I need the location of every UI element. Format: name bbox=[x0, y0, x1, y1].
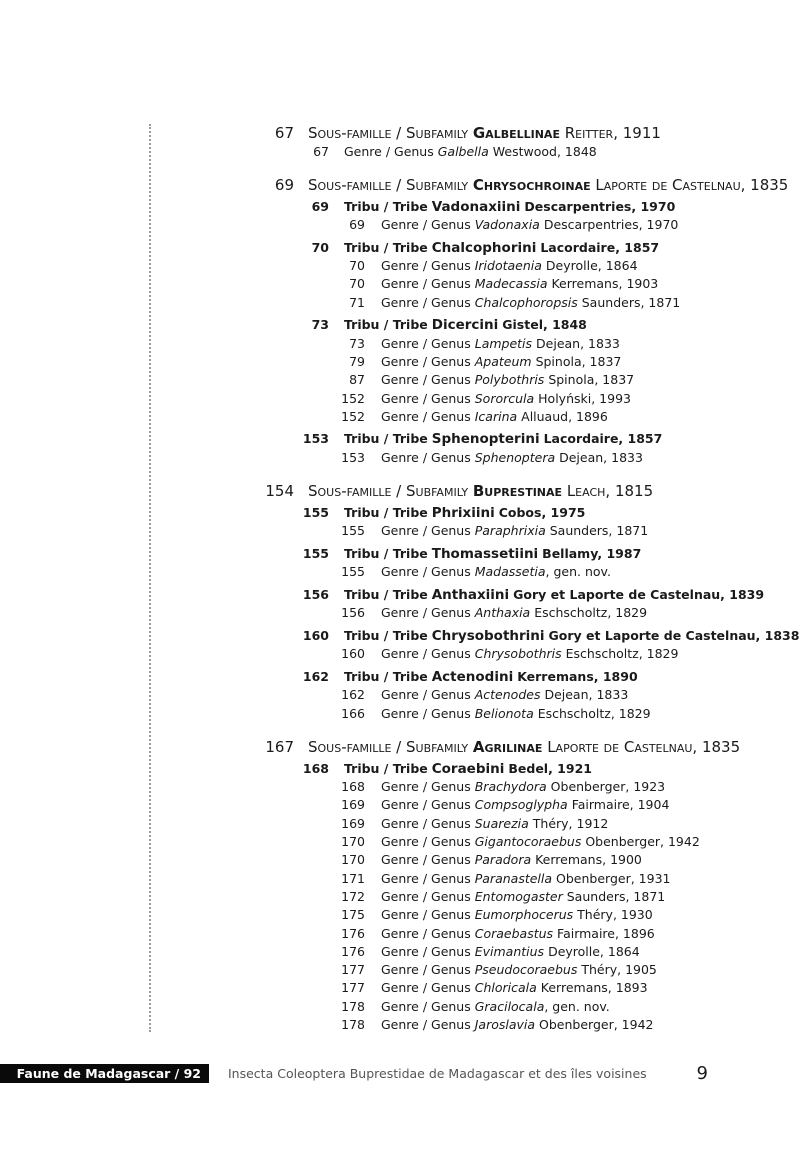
entry-page-number: 152 bbox=[341, 408, 365, 424]
entry-page-number: 178 bbox=[341, 998, 365, 1014]
taxon-name: Galbella bbox=[437, 143, 489, 159]
taxon-authority: Descarpentries, 1970 bbox=[543, 217, 679, 232]
entry-text bbox=[344, 667, 638, 687]
entry-page-number: 69 bbox=[274, 175, 294, 194]
taxon-authority: Kerremans, 1893 bbox=[540, 980, 648, 996]
taxon-name: Brachydora bbox=[474, 779, 547, 795]
rank-label: Tribu / Tribe bbox=[344, 431, 428, 447]
taxon-name: Vadonaxia bbox=[474, 217, 540, 232]
taxon-name: Lampetis bbox=[474, 335, 533, 351]
taxon-name: Gracilocala bbox=[474, 998, 545, 1014]
rank-label: Genre / Genus bbox=[381, 815, 471, 831]
dotted-margin-rule bbox=[149, 124, 151, 1032]
rank-label: Genre / Genus bbox=[381, 980, 471, 996]
taxon-name: Polybothris bbox=[474, 372, 545, 388]
taxon-authority: Obenberger, 1942 bbox=[585, 834, 700, 849]
rank-label: Genre / Genus bbox=[381, 834, 471, 849]
taxon-name: Madecassia bbox=[474, 276, 548, 292]
entry-page-number: 176 bbox=[341, 925, 365, 941]
taxon-name: Chrysobothris bbox=[474, 646, 562, 662]
entry-page-number: 70 bbox=[349, 258, 365, 273]
taxon-name: Actenodes bbox=[474, 687, 541, 703]
entry-text bbox=[381, 389, 631, 409]
entry-page-number: 67 bbox=[274, 124, 294, 142]
rank-label: Genre / Genus bbox=[381, 408, 471, 424]
entry-page-number: 154 bbox=[265, 481, 294, 500]
entry-page-number: 155 bbox=[302, 504, 329, 520]
rank-label: Genre / Genus bbox=[381, 779, 471, 795]
taxon-authority: Obenberger, 1923 bbox=[550, 779, 666, 795]
taxon-name: Iridotaenia bbox=[474, 258, 542, 273]
footer-series-label: Faune de Madagascar / 92 bbox=[0, 1064, 209, 1083]
entry-page-number: 172 bbox=[341, 888, 365, 904]
entry-page-number: 153 bbox=[341, 449, 365, 465]
taxon-name: Jaroslavia bbox=[474, 1017, 536, 1032]
taxon-name: Chalcophoropsis bbox=[474, 294, 578, 310]
taxon-authority: Lacordaire, 1857 bbox=[543, 431, 663, 447]
taxon-authority: Cobos, 1975 bbox=[498, 504, 586, 520]
taxon-name: Eumorphocerus bbox=[474, 907, 574, 923]
taxon-authority: Gory et Laporte de Castelnau, 1838 bbox=[548, 627, 800, 643]
taxon-authority: Gistel, 1848 bbox=[502, 317, 587, 333]
taxon-name: Apateum bbox=[474, 353, 532, 369]
taxon-authority: Spinola, 1837 bbox=[548, 372, 635, 388]
taxon-name: Paraphrixia bbox=[474, 523, 546, 539]
taxon-name: Suarezia bbox=[474, 815, 529, 831]
taxon-authority: Saunders, 1871 bbox=[566, 888, 666, 904]
taxon-authority: Reitter, 1911 bbox=[564, 124, 661, 142]
entry-text bbox=[381, 521, 648, 541]
taxon-authority: Eschscholtz, 1829 bbox=[537, 705, 651, 721]
entry-page-number: 162 bbox=[341, 687, 365, 703]
entry-page-number: 156 bbox=[302, 586, 329, 602]
taxon-name: Coraebastus bbox=[474, 925, 554, 941]
entry-text bbox=[344, 626, 799, 646]
entry-page-number: 167 bbox=[265, 737, 294, 756]
rank-label: Genre / Genus bbox=[381, 372, 471, 388]
taxon-authority: Dejean, 1833 bbox=[559, 449, 643, 465]
taxon-name: Madassetia bbox=[474, 564, 546, 580]
entry-page-number: 160 bbox=[302, 627, 329, 643]
taxon-name: Icarina bbox=[474, 408, 518, 424]
entry-text bbox=[381, 1015, 653, 1035]
taxon-authority: Bedel, 1921 bbox=[508, 760, 592, 776]
entry-text bbox=[381, 997, 610, 1017]
taxon-name: Sphenopterini bbox=[431, 431, 540, 448]
entry-text bbox=[381, 293, 680, 313]
rank-label: Genre / Genus bbox=[381, 217, 471, 232]
rank-label: Tribu / Tribe bbox=[344, 198, 428, 214]
taxon-authority: Leach, 1815 bbox=[566, 481, 654, 500]
rank-label: Genre / Genus bbox=[381, 852, 471, 868]
taxon-name: Paradora bbox=[474, 852, 532, 868]
rank-label: Tribu / Tribe bbox=[344, 668, 428, 684]
entry-text bbox=[344, 197, 675, 217]
rank-label: Sous-famille / Subfamily bbox=[308, 737, 469, 756]
taxon-authority: Lacordaire, 1857 bbox=[540, 239, 660, 255]
entry-text bbox=[381, 352, 621, 372]
rank-label: Genre / Genus bbox=[381, 605, 471, 621]
rank-label: Genre / Genus bbox=[381, 998, 471, 1014]
entry-text bbox=[381, 215, 678, 235]
rank-label: Genre / Genus bbox=[381, 687, 471, 703]
taxon-name: Galbellinae bbox=[472, 124, 560, 142]
entry-text bbox=[381, 777, 665, 797]
taxon-authority: Dejean, 1833 bbox=[536, 335, 620, 351]
taxon-name: Agrilinae bbox=[472, 737, 543, 756]
taxon-authority: Kerremans, 1900 bbox=[535, 852, 642, 868]
entry-text bbox=[308, 123, 661, 143]
entry-page-number: 69 bbox=[311, 198, 329, 214]
taxon-authority: Eschscholtz, 1829 bbox=[534, 605, 648, 621]
taxon-name: Phrixiini bbox=[431, 504, 495, 521]
rank-label: Genre / Genus bbox=[381, 564, 471, 580]
entry-page-number: 155 bbox=[341, 523, 365, 539]
taxon-name: Entomogaster bbox=[474, 888, 563, 904]
entry-page-number: 87 bbox=[349, 372, 365, 388]
taxon-name: Sphenoptera bbox=[474, 449, 556, 465]
entry-text bbox=[381, 685, 628, 705]
entry-page-number: 67 bbox=[313, 143, 329, 159]
rank-label: Genre / Genus bbox=[381, 943, 471, 959]
taxon-name: Pseudocoraebus bbox=[474, 962, 578, 978]
rank-label: Tribu / Tribe bbox=[344, 504, 428, 520]
entry-page-number: 168 bbox=[302, 760, 329, 776]
entry-page-number: 177 bbox=[341, 962, 365, 978]
entry-text bbox=[381, 334, 620, 354]
taxon-authority: , gen. nov. bbox=[545, 564, 611, 580]
entry-text bbox=[381, 814, 608, 834]
entry-text bbox=[381, 407, 608, 427]
rank-label: Genre / Genus bbox=[381, 1017, 471, 1032]
rank-label: Genre / Genus bbox=[344, 143, 434, 159]
rank-label: Genre / Genus bbox=[381, 705, 471, 721]
taxon-name: Chloricala bbox=[474, 980, 537, 996]
taxon-authority: Fairmaire, 1904 bbox=[571, 797, 670, 813]
taxon-name: Compsoglypha bbox=[474, 797, 568, 813]
rank-label: Genre / Genus bbox=[381, 646, 471, 662]
page-number: 9 bbox=[696, 1063, 708, 1084]
rank-label: Sous-famille / Subfamily bbox=[308, 175, 469, 194]
entry-page-number: 160 bbox=[341, 646, 365, 662]
rank-label: Genre / Genus bbox=[381, 925, 471, 941]
taxon-authority: Spinola, 1837 bbox=[535, 353, 622, 369]
rank-label: Genre / Genus bbox=[381, 294, 471, 310]
entry-text bbox=[344, 142, 597, 162]
rank-label: Genre / Genus bbox=[381, 276, 471, 292]
taxon-name: Coraebini bbox=[431, 760, 505, 777]
entry-text bbox=[381, 978, 648, 998]
rank-label: Genre / Genus bbox=[381, 390, 471, 406]
entry-page-number: 73 bbox=[349, 335, 365, 351]
taxon-name: Belionota bbox=[474, 705, 534, 721]
entry-text bbox=[381, 887, 665, 907]
rank-label: Tribu / Tribe bbox=[344, 545, 428, 561]
rank-label: Tribu / Tribe bbox=[344, 317, 428, 333]
entry-text bbox=[344, 544, 641, 564]
taxon-name: Chalcophorini bbox=[431, 239, 537, 256]
taxon-authority: Dejean, 1833 bbox=[544, 687, 629, 703]
entry-page-number: 178 bbox=[341, 1017, 365, 1032]
rank-label: Sous-famille / Subfamily bbox=[308, 124, 469, 142]
rank-label: Tribu / Tribe bbox=[344, 239, 428, 255]
taxon-authority: Kerremans, 1890 bbox=[517, 668, 638, 684]
entry-page-number: 166 bbox=[341, 705, 365, 721]
taxon-authority: Kerremans, 1903 bbox=[551, 276, 659, 292]
entry-text bbox=[381, 850, 642, 870]
entry-page-number: 177 bbox=[341, 980, 365, 996]
taxon-name: Buprestinae bbox=[472, 481, 563, 500]
entry-text bbox=[308, 737, 740, 757]
entry-text bbox=[381, 448, 643, 468]
taxon-authority: Laporte de Castelnau, 1835 bbox=[547, 737, 741, 756]
taxon-authority: Fairmaire, 1896 bbox=[557, 925, 655, 941]
taxon-authority: Alluaud, 1896 bbox=[521, 408, 608, 424]
entry-text bbox=[344, 238, 659, 258]
rank-label: Genre / Genus bbox=[381, 353, 471, 369]
entry-text bbox=[344, 429, 662, 449]
entry-text bbox=[381, 924, 655, 944]
rank-label: Genre / Genus bbox=[381, 870, 471, 886]
entry-text bbox=[344, 759, 592, 779]
entry-text bbox=[381, 869, 670, 889]
entry-page-number: 171 bbox=[341, 870, 365, 886]
taxon-authority: Saunders, 1871 bbox=[549, 523, 649, 539]
entry-page-number: 170 bbox=[341, 852, 365, 868]
entry-page-number: 168 bbox=[341, 779, 365, 795]
entry-text bbox=[381, 370, 634, 390]
entry-page-number: 155 bbox=[341, 564, 365, 580]
entry-page-number: 170 bbox=[341, 834, 365, 849]
rank-label: Genre / Genus bbox=[381, 523, 471, 539]
entry-text bbox=[381, 795, 669, 815]
taxon-authority: Obenberger, 1942 bbox=[539, 1017, 654, 1032]
taxon-name: Anthaxiini bbox=[431, 586, 510, 603]
entry-page-number: 79 bbox=[349, 353, 365, 369]
rank-label: Genre / Genus bbox=[381, 335, 471, 351]
entry-page-number: 175 bbox=[341, 907, 365, 923]
taxon-authority: Saunders, 1871 bbox=[581, 294, 681, 310]
taxon-name: Dicercini bbox=[431, 317, 499, 334]
taxon-authority: Laporte de Castelnau, 1835 bbox=[595, 175, 789, 194]
entry-text bbox=[381, 644, 678, 664]
taxon-name: Actenodini bbox=[431, 668, 514, 685]
entry-text bbox=[381, 905, 653, 925]
entry-text bbox=[344, 585, 764, 605]
entry-page-number: 69 bbox=[349, 217, 365, 232]
rank-label: Genre / Genus bbox=[381, 888, 471, 904]
rank-label: Tribu / Tribe bbox=[344, 586, 428, 602]
rank-label: Genre / Genus bbox=[381, 962, 471, 978]
taxon-name: Paranastella bbox=[474, 870, 553, 886]
rank-label: Genre / Genus bbox=[381, 449, 471, 465]
taxon-name: Thomassetiini bbox=[431, 545, 539, 562]
taxon-name: Vadonaxiini bbox=[431, 198, 521, 215]
rank-label: Tribu / Tribe bbox=[344, 760, 428, 776]
entry-page-number: 152 bbox=[341, 390, 365, 406]
taxon-authority: Holyński, 1993 bbox=[538, 390, 631, 406]
entry-page-number: 71 bbox=[349, 294, 365, 310]
entry-text bbox=[381, 256, 638, 276]
entry-text bbox=[344, 503, 585, 523]
rank-label: Genre / Genus bbox=[381, 258, 471, 273]
entry-page-number: 153 bbox=[302, 431, 329, 447]
entry-text bbox=[381, 942, 640, 962]
entry-text bbox=[381, 562, 611, 582]
entry-text bbox=[344, 315, 587, 335]
taxon-name: Chrysochroinae bbox=[472, 175, 591, 194]
taxon-authority: Obenberger, 1931 bbox=[556, 870, 671, 886]
rank-label: Genre / Genus bbox=[381, 797, 471, 813]
footer-book-title: Insecta Coleoptera Buprestidae de Madagascar et des îles voisines bbox=[228, 1066, 647, 1081]
entry-text bbox=[308, 175, 788, 195]
rank-label: Tribu / Tribe bbox=[344, 627, 428, 643]
entry-page-number: 70 bbox=[311, 239, 329, 255]
entry-page-number: 156 bbox=[341, 605, 365, 621]
taxon-authority: Gory et Laporte de Castelnau, 1839 bbox=[513, 586, 765, 602]
taxon-authority: Eschscholtz, 1829 bbox=[565, 646, 679, 662]
taxon-name: Evimantius bbox=[474, 943, 545, 959]
taxon-authority: Deyrolle, 1864 bbox=[545, 258, 638, 273]
taxon-authority: Théry, 1905 bbox=[581, 962, 657, 978]
taxon-authority: Théry, 1912 bbox=[532, 815, 609, 831]
rank-label: Genre / Genus bbox=[381, 907, 471, 923]
entry-page-number: 155 bbox=[302, 545, 329, 561]
entry-page-number: 169 bbox=[341, 815, 365, 831]
taxon-name: Gigantocoraebus bbox=[474, 834, 582, 849]
entry-page-number: 162 bbox=[302, 668, 329, 684]
entry-text bbox=[381, 603, 647, 623]
entry-text bbox=[381, 704, 651, 724]
rank-label: Sous-famille / Subfamily bbox=[308, 481, 469, 500]
entry-text bbox=[381, 960, 657, 980]
taxon-authority: Deyrolle, 1864 bbox=[548, 943, 640, 959]
entry-text bbox=[381, 832, 700, 852]
taxon-authority: Théry, 1930 bbox=[577, 907, 653, 923]
taxon-authority: , gen. nov. bbox=[544, 998, 610, 1014]
taxon-name: Chrysobothrini bbox=[431, 627, 545, 644]
entry-page-number: 169 bbox=[341, 797, 365, 813]
entry-page-number: 73 bbox=[311, 317, 329, 333]
entry-page-number: 176 bbox=[341, 943, 365, 959]
taxon-authority: Bellamy, 1987 bbox=[542, 545, 642, 561]
entry-page-number: 70 bbox=[349, 276, 365, 292]
entry-text bbox=[308, 481, 653, 501]
taxon-authority: Descarpentries, 1970 bbox=[524, 198, 676, 214]
taxon-name: Anthaxia bbox=[474, 605, 531, 621]
entry-text bbox=[381, 274, 658, 294]
taxon-name: Sororcula bbox=[474, 390, 535, 406]
taxon-authority: Westwood, 1848 bbox=[492, 143, 597, 159]
